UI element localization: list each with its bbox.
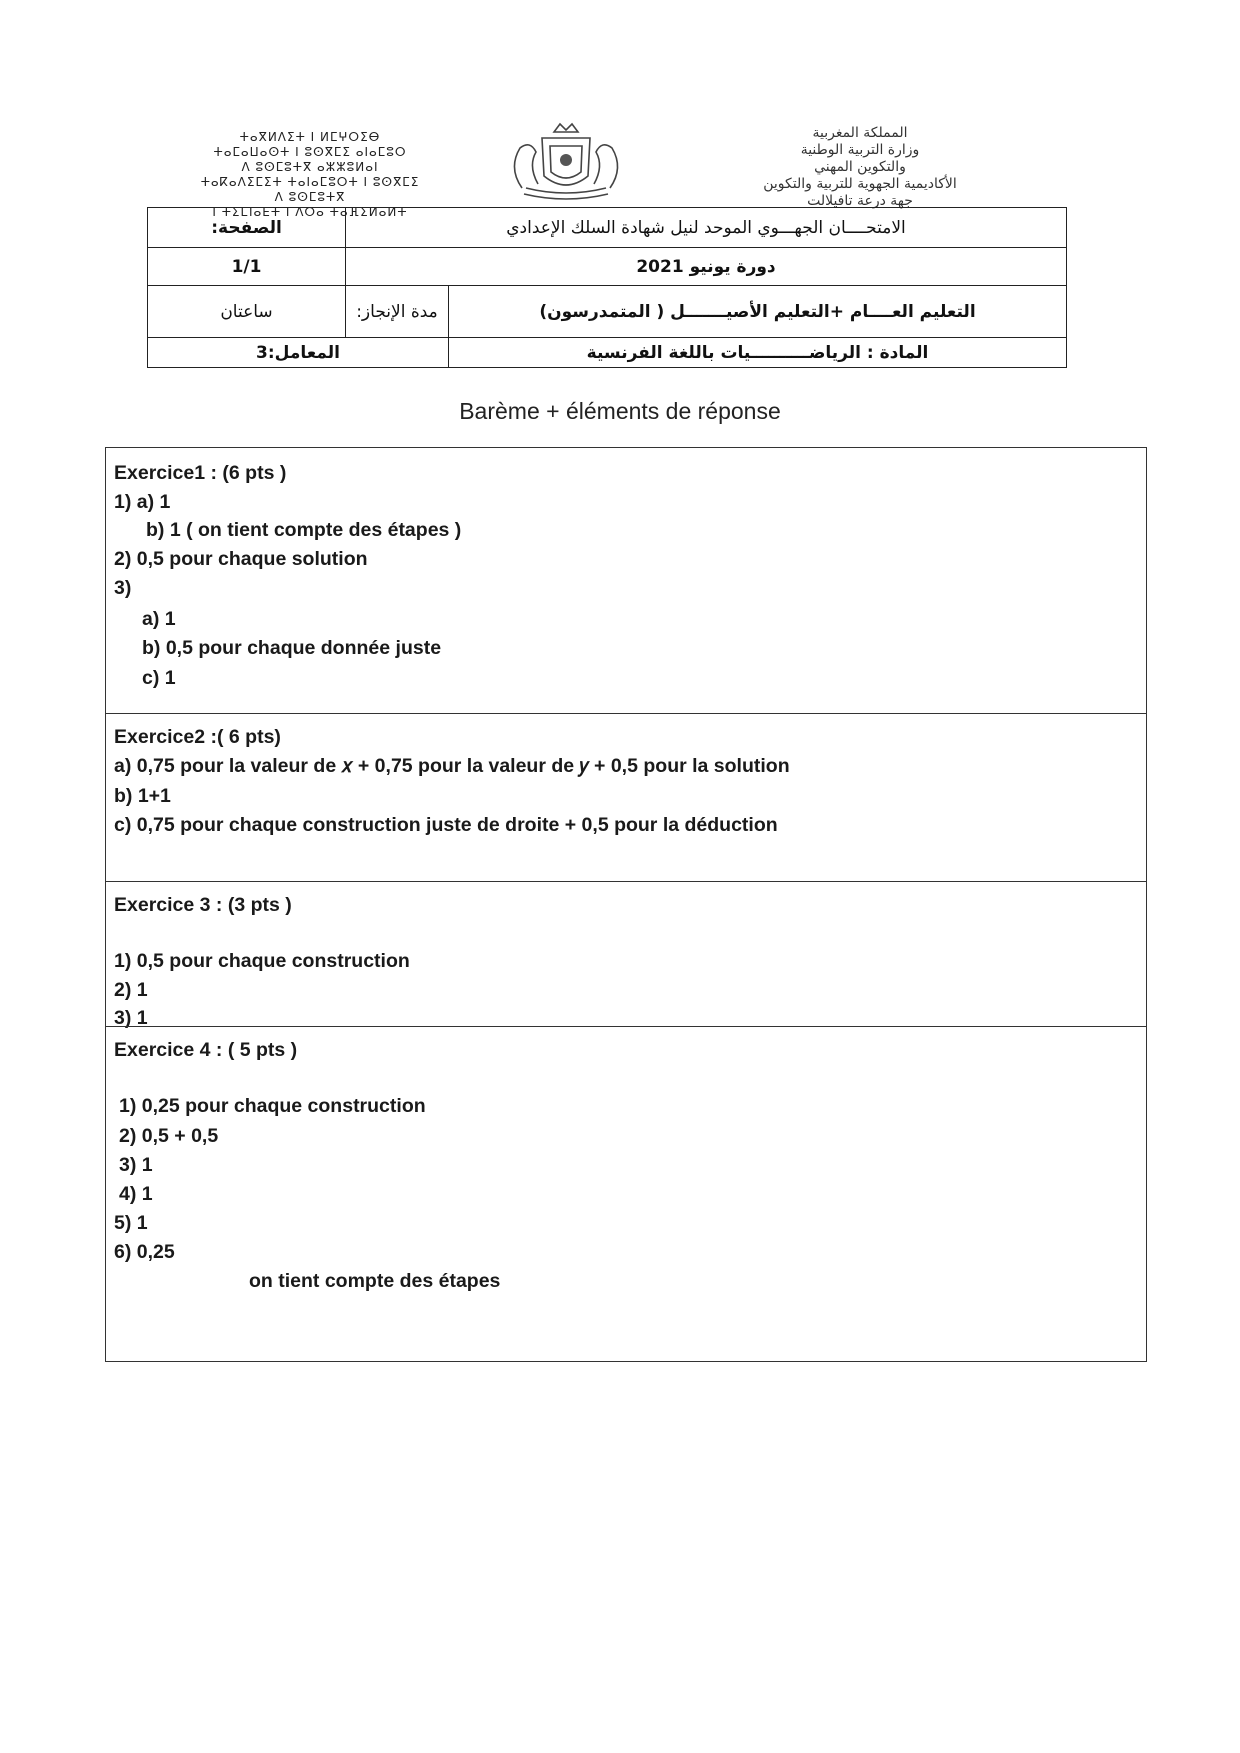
answer-line: a) 1 [142, 608, 176, 630]
page-title: Barème + éléments de réponse [459, 398, 781, 424]
exercise-2-section [106, 713, 1146, 881]
exercise-heading: Exercice 4 : ( 5 pts ) [114, 1039, 298, 1061]
arabic-line: الأكاديمية الجهوية للتربية والتكوين [763, 176, 957, 192]
answers-box [105, 447, 1147, 1362]
answer-line: 2) 0,5 pour chaque solution [114, 548, 368, 570]
exercise-4-section [106, 1026, 1146, 1360]
arabic-line: وزارة التربية الوطنية [800, 142, 920, 158]
duration-value: ساعتان [148, 286, 346, 338]
answer-line: 3) 1 [119, 1154, 153, 1176]
tifinagh-line: ⵜⴰⴳⵍⴷⵉⵜ ⵏ ⵍⵎⵖⵔⵉⴱ [239, 130, 381, 144]
exercise-heading: Exercice 3 : (3 pts ) [114, 894, 292, 916]
answer-line: 3) 1 [114, 1007, 148, 1029]
arabic-line: جهة درعة تافيلالت [807, 193, 913, 209]
exercise-heading: Exercice2 :( 6 pts) [114, 726, 281, 748]
answer-line: b) 0,5 pour chaque donnée juste [142, 637, 442, 659]
session: دورة يونيو 2021 [346, 248, 1067, 286]
answer-line: b) 1+1 [114, 785, 171, 807]
exercise-1-section [106, 448, 1146, 713]
answer-line: 2) 1 [114, 979, 148, 1001]
answer-line: 1) 0,25 pour chaque construction [119, 1095, 426, 1117]
coefficient: المعامل:3 [148, 338, 449, 368]
page-value: 1/1 [148, 248, 346, 286]
answer-line: c) 0,75 pour chaque construction juste de droite + 0,5 pour la déduction [114, 814, 778, 836]
answer-line: on tient compte des étapes [249, 1270, 501, 1292]
answer-line: 6) 0,25 [114, 1241, 175, 1263]
answer-line: a) 0,75 pour la valeur de 𝑥 + 0,75 pour la valeur de 𝑦 + 0,5 pour la solution [114, 755, 790, 777]
answer-line: 2) 0,5 + 0,5 [119, 1125, 219, 1147]
page-label: الصفحة: [148, 208, 346, 248]
tifinagh-line: ⵜⴰⵎⴰⵡⴰⵙⵜ ⵏ ⵓⵙⴳⵎⵉ ⴰⵏⴰⵎⵓⵔ [213, 145, 407, 159]
answer-line: b) 1 ( on tient compte des étapes ) [146, 519, 462, 541]
stream: التعليم العــــام +التعليم الأصيـــــــل ( المتمدرسون) [449, 286, 1067, 338]
tifinagh-line: ⴷ ⵓⵙⵎⵓⵜⴳ ⴰⵣⵣⵓⵍⴰⵏ [241, 160, 379, 174]
tifinagh-line: ⵜⴰⴽⴰⴷⵉⵎⵉⵜ ⵜⴰⵏⴰⵎⵓⵔⵜ ⵏ ⵓⵙⴳⵎⵉ [200, 175, 420, 189]
exam-title: الامتحــــان الجهـــوي الموحد لنيل شهادة السلك الإعدادي [346, 208, 1067, 248]
exam-header-table [147, 207, 1067, 368]
exercise-3-section [106, 881, 1146, 1029]
subject: المادة : الرياضــــــــــيات باللغة الفرنسية [449, 338, 1067, 368]
answer-line: 3) [114, 577, 132, 599]
tifinagh-line: ⵏ ⵜⵉⵎⵏⴰⴹⵜ ⵏ ⴷⵔⴰ ⵜⴰⴼⵉⵍⴰⵍⵜ [212, 205, 408, 219]
exercise-heading: Exercice1 : (6 pts ) [114, 462, 287, 484]
arabic-line: والتكوين المهني [814, 159, 906, 175]
answer-line: c) 1 [142, 667, 176, 689]
arabic-letterhead [660, 125, 1060, 210]
duration-label: مدة الإنجاز: [346, 286, 449, 338]
royal-emblem-icon [502, 118, 630, 202]
answer-line: 4) 1 [119, 1183, 153, 1205]
tifinagh-line: ⴷ ⵓⵙⵎⵓⵜⴳ [274, 190, 346, 204]
answer-line: 1) 0,5 pour chaque construction [114, 950, 410, 972]
arabic-line: المملكة المغربية [812, 125, 908, 141]
answer-line: 5) 1 [114, 1212, 148, 1234]
answer-line: 1) a) 1 [114, 491, 171, 513]
